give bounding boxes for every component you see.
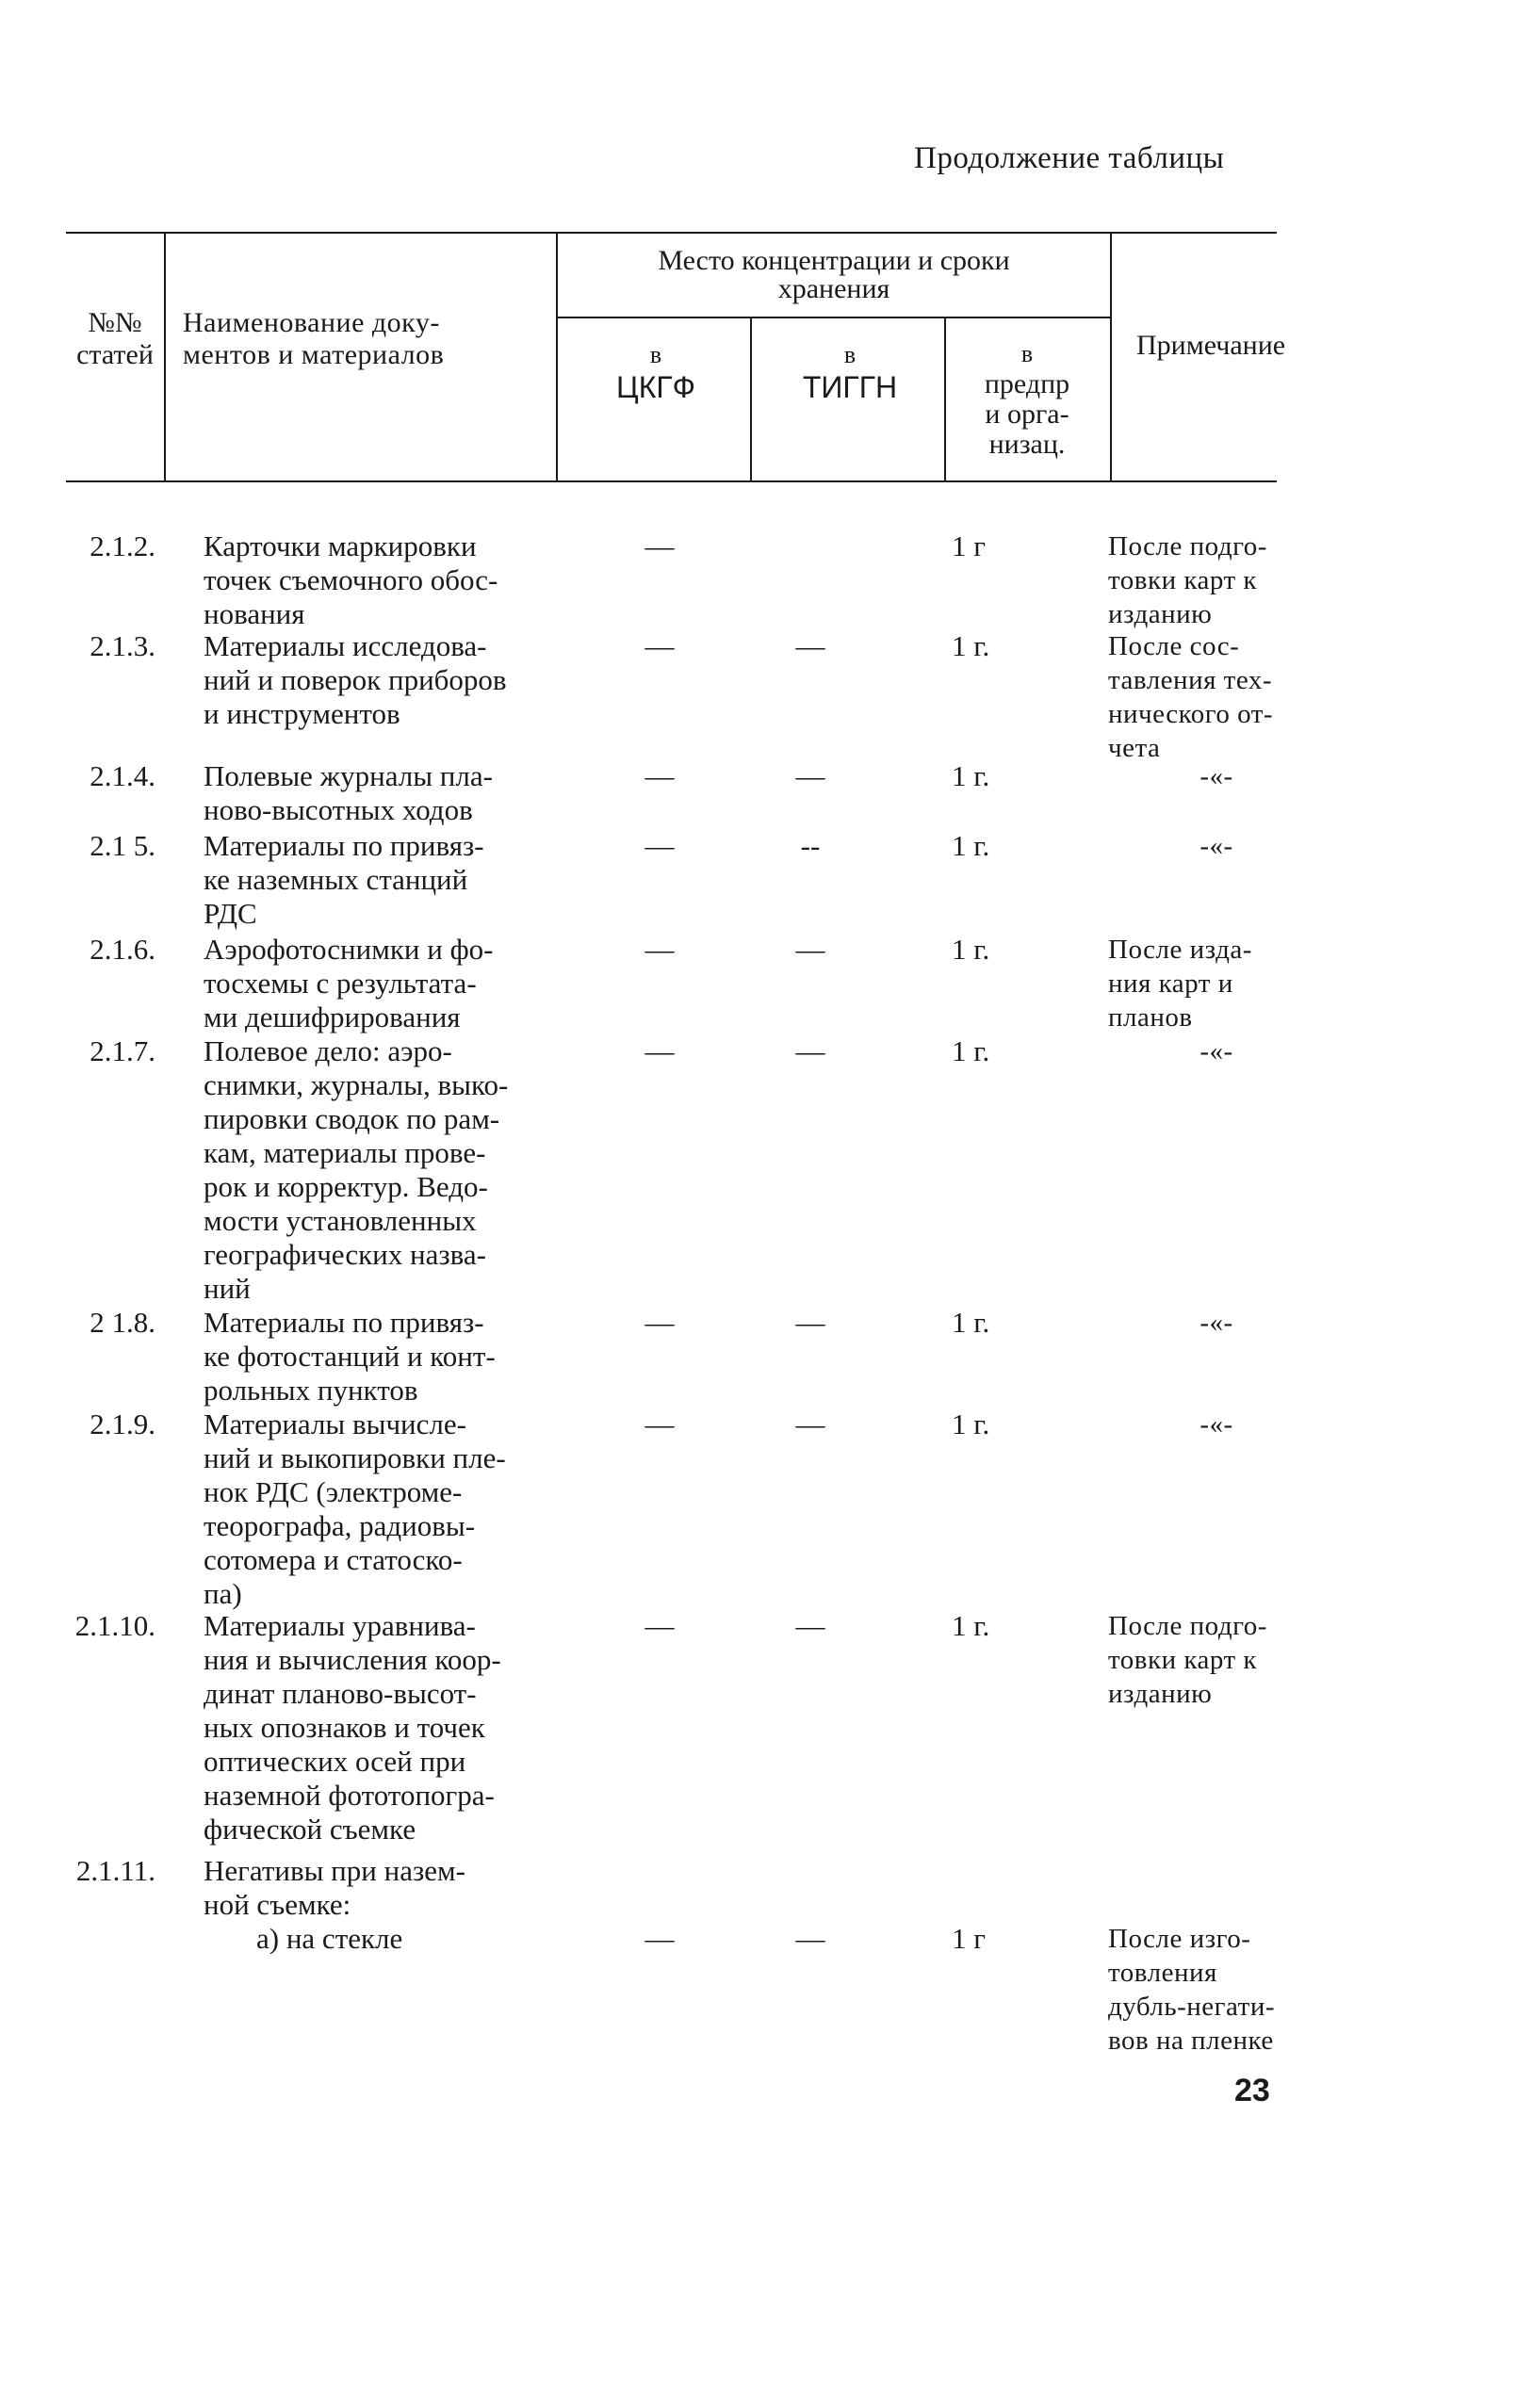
- row-name-line: ний: [204, 1272, 251, 1305]
- row-note-line: -«-: [1199, 831, 1233, 861]
- row-name-line: Материалы уравнива-: [204, 1609, 476, 1642]
- row-enterprise: 1 г.: [952, 1609, 990, 1642]
- row-name: [204, 1854, 560, 1922]
- row-name: [204, 1407, 560, 1611]
- row-note-line: -«-: [1199, 1308, 1233, 1338]
- row-tiggn: —: [795, 1407, 825, 1440]
- header-name: Наименование доку- ментов и материалов: [183, 307, 445, 370]
- row-ckgf: —: [645, 1407, 675, 1440]
- row-name-line: Материалы вычисле-: [204, 1407, 466, 1440]
- row-name-line: ний и выкопировки пле-: [204, 1441, 506, 1474]
- row-note-line: После изго-: [1108, 1924, 1251, 1954]
- page-number: 23: [1234, 2073, 1270, 2108]
- row-name-line: кам, материалы прове-: [204, 1136, 486, 1169]
- row-enterprise: 1 г: [952, 529, 986, 562]
- row-name-line: нок РДС (электроме-: [204, 1475, 463, 1508]
- row-name-line: Полевое дело: аэро-: [204, 1034, 452, 1067]
- row-name-line: па): [204, 1577, 242, 1610]
- row-number: 2.1.3.: [90, 629, 155, 662]
- row-name-line: фической съемке: [204, 1813, 416, 1846]
- row-name-line: РДС: [204, 897, 257, 930]
- col-divider-1: [164, 234, 166, 480]
- row-name: [204, 759, 560, 827]
- row-note: [1108, 1306, 1325, 1340]
- row-name-line: рок и корректур. Ведо-: [204, 1170, 488, 1203]
- row-ckgf: —: [645, 1609, 675, 1642]
- row-tiggn: --: [800, 829, 821, 862]
- row-name-line: рольных пунктов: [204, 1374, 418, 1407]
- row-note: [1108, 1609, 1325, 1711]
- row-ckgf: —: [645, 933, 675, 966]
- row-note: [1108, 933, 1325, 1034]
- row-name-line: ных опознаков и точек: [204, 1711, 485, 1744]
- row-number: 2.1.6.: [90, 933, 155, 966]
- row-note: [1108, 1034, 1325, 1068]
- row-name-line: мости установленных: [204, 1204, 477, 1237]
- row-note-line: товки карт к: [1108, 1645, 1257, 1675]
- header-tiggn: в ТИГГН: [802, 341, 898, 404]
- row-name-line: динат планово-высот-: [204, 1677, 477, 1710]
- table-header-bottom-rule: [66, 480, 1277, 482]
- row-name-line: сотомера и статоско-: [204, 1543, 463, 1576]
- row-note: [1108, 1922, 1325, 2058]
- row-note-line: ния карт и: [1108, 968, 1233, 999]
- row-name-line: ке фотостанций и конт-: [204, 1340, 496, 1373]
- header-num: №№ статей: [76, 307, 154, 370]
- row-enterprise: 1 г.: [952, 829, 990, 862]
- row-name-line: оптических осей при: [204, 1745, 466, 1778]
- row-name-line: снимки, журналы, выко-: [204, 1068, 509, 1101]
- row-enterprise: 1 г.: [952, 1306, 990, 1339]
- row-note-line: -«-: [1199, 1409, 1233, 1440]
- row-note: [1108, 829, 1325, 863]
- row-name: [204, 529, 560, 631]
- row-name-line: точек съемочного обос-: [204, 563, 498, 596]
- row-name-line: а) на стекле: [256, 1922, 403, 1955]
- row-name-line: ми дешифрирования: [204, 1001, 461, 1033]
- row-note-line: товки карт к: [1108, 565, 1257, 595]
- row-name-line: географических назва-: [204, 1238, 486, 1271]
- row-name-line: Карточки маркировки: [204, 529, 477, 562]
- row-enterprise: 1 г.: [952, 759, 990, 792]
- row-enterprise: 1 г: [952, 1922, 986, 1955]
- row-name-line: тосхемы с результата-: [204, 967, 477, 1000]
- row-name: [204, 1306, 560, 1407]
- row-number: 2.1.2.: [90, 529, 155, 562]
- row-name-line: теорографа, радиовы-: [204, 1509, 476, 1542]
- row-tiggn: —: [795, 1306, 825, 1339]
- row-enterprise: 1 г.: [952, 1407, 990, 1440]
- row-ckgf: —: [645, 759, 675, 792]
- row-name-line: ново-высотных ходов: [204, 793, 473, 826]
- row-ckgf: —: [645, 1034, 675, 1067]
- row-note-line: нического от-: [1108, 699, 1274, 729]
- row-name: [204, 829, 560, 931]
- row-name-line: пировки сводок по рам-: [204, 1102, 500, 1135]
- row-note: [1108, 629, 1325, 765]
- row-tiggn: —: [795, 933, 825, 966]
- row-ckgf: —: [645, 629, 675, 662]
- row-number: 2.1.9.: [90, 1407, 155, 1440]
- row-note-line: тавления тех-: [1108, 665, 1273, 695]
- row-note: [1108, 529, 1325, 631]
- row-name: [204, 1922, 612, 1956]
- row-number: 2.1.4.: [90, 759, 155, 792]
- row-note: [1108, 1407, 1325, 1441]
- row-note-line: -«-: [1199, 761, 1233, 791]
- row-name-line: наземной фототопогра-: [204, 1779, 495, 1812]
- row-ckgf: —: [645, 1922, 675, 1955]
- header-place-group: Место концентрации и сроки хранения: [658, 245, 1010, 304]
- row-note-line: вов на пленке: [1108, 2026, 1274, 2056]
- table-top-rule: [66, 232, 1277, 234]
- row-name-line: Полевые журналы пла-: [204, 759, 493, 792]
- row-name: [204, 933, 560, 1034]
- row-name: [204, 1034, 560, 1306]
- col-divider-3: [750, 318, 752, 480]
- row-name-line: ния и вычисления коор-: [204, 1643, 501, 1676]
- row-name-line: Негативы при назем-: [204, 1854, 465, 1887]
- row-tiggn: —: [795, 629, 825, 662]
- header-enterprise: в предпр и орга- низац.: [984, 340, 1070, 460]
- row-name-line: и инструментов: [204, 697, 400, 730]
- row-tiggn: —: [795, 759, 825, 792]
- row-note-line: дубль-негати-: [1108, 1992, 1276, 2022]
- row-tiggn: —: [795, 1034, 825, 1067]
- row-name: [204, 1609, 560, 1847]
- row-name-line: ной съемке:: [204, 1888, 351, 1921]
- row-number: 2.1.10.: [74, 1609, 155, 1642]
- row-note-line: После изда-: [1108, 935, 1252, 965]
- row-name-line: Материалы по привяз-: [204, 1306, 484, 1339]
- header-ckgf: в ЦКГФ: [616, 341, 695, 404]
- row-ckgf: —: [645, 829, 675, 862]
- row-enterprise: 1 г.: [952, 1034, 990, 1067]
- row-name-line: ке наземных станций: [204, 863, 468, 896]
- row-ckgf: —: [645, 1306, 675, 1339]
- row-number: 2.1.7.: [90, 1034, 155, 1067]
- row-tiggn: —: [795, 1922, 825, 1955]
- col-divider-5: [1110, 234, 1112, 480]
- row-name-line: Аэрофотоснимки и фо-: [204, 933, 494, 966]
- row-name-line: Материалы исследова-: [204, 629, 487, 662]
- row-name-line: нования: [204, 597, 305, 630]
- row-note-line: планов: [1108, 1002, 1193, 1033]
- row-tiggn: —: [795, 1609, 825, 1642]
- row-note-line: После подго-: [1108, 1611, 1267, 1641]
- row-note-line: После подго-: [1108, 531, 1267, 561]
- row-enterprise: 1 г.: [952, 933, 990, 966]
- row-note-line: изданию: [1108, 1679, 1213, 1709]
- row-note-line: товления: [1108, 1958, 1217, 1988]
- row-ckgf: —: [645, 529, 675, 562]
- page-header: Продолжение таблицы: [914, 141, 1225, 175]
- row-name-line: ний и поверок приборов: [204, 663, 507, 696]
- row-note: [1108, 759, 1325, 793]
- header-note: Примечание: [1136, 330, 1286, 361]
- row-name-line: Материалы по привяз-: [204, 829, 484, 862]
- row-note-line: чета: [1108, 733, 1161, 763]
- row-name: [204, 629, 560, 731]
- row-enterprise: 1 г.: [952, 629, 990, 662]
- row-note-line: -«-: [1199, 1036, 1233, 1066]
- row-number: 2.1 5.: [90, 829, 155, 862]
- row-note-line: изданию: [1108, 599, 1213, 629]
- row-number: 2 1.8.: [90, 1306, 155, 1339]
- subheader-rule: [556, 317, 1112, 318]
- row-note-line: После сос-: [1108, 631, 1240, 661]
- row-number: 2.1.11.: [75, 1854, 155, 1887]
